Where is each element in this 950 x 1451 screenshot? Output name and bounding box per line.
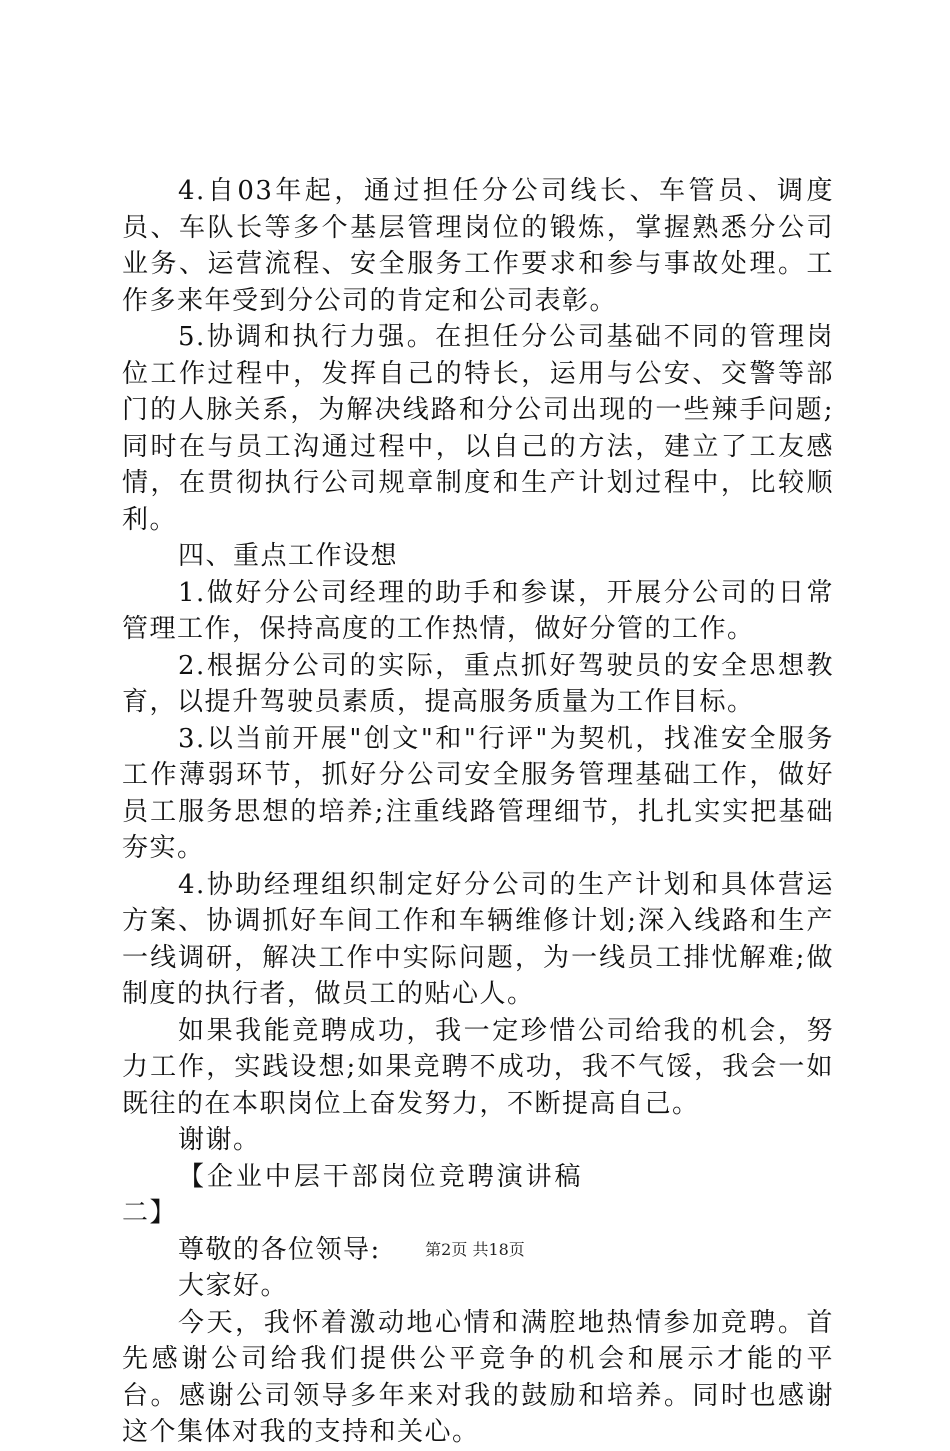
paragraph-opening: 今天，我怀着激动地心情和满腔地热情参加竞聘。首先感谢公司给我们提供公平竞争的机会和展示才能的平台。感谢公司领导多年来对我的鼓励和培养。同时也感谢这个集体对我的支持和关心。 <box>122 1307 834 1447</box>
paragraph-plan-1: 1.做好分公司经理的助手和参谋，开展分公司的日常管理工作，保持高度的工作热情，做好分管的工作。 <box>122 577 834 644</box>
salutation: 尊敬的各位领导: <box>178 1234 381 1265</box>
paragraph-item-5-coordination: 5.协调和执行力强。在担任分公司基础不同的管理岗位工作过程中，发挥自己的特长，运用与公安、交警等部门的人脉关系，为解决线路和分公司出现的一些辣手问题;同时在与员工沟通过程中，以自己的方法，建立了工友感情，在贯彻执行公司规章制度和生产计划过程中，比较顺利。 <box>122 322 834 535</box>
paragraph-plan-3: 3.以当前开展"创文"和"行评"为契机，找准安全服务工作薄弱环节，抓好分公司安全服务管理基础工作，做好员工服务思想的培养;注重线路管理细节，扎扎实实把基础夯实。 <box>122 723 834 863</box>
paragraph-plan-2: 2.根据分公司的实际，重点抓好驾驶员的安全思想教育，以提升驾驶员素质，提高服务质量为工作目标。 <box>122 650 834 717</box>
speech-two-title: 【企业中层干部岗位竞聘演讲稿二】 <box>122 1161 582 1228</box>
paragraph-thanks: 谢谢。 <box>178 1125 261 1155</box>
paragraph-conclusion: 如果我能竞聘成功，我一定珍惜公司给我的机会，努力工作，实践设想;如果竞聘不成功，我不气馁，我会一如既往的在本职岗位上奋发努力，不断提高自己。 <box>122 1015 834 1119</box>
page-footer: 第2页 共18页 <box>425 1240 525 1259</box>
paragraph-plan-4: 4.协助经理组织制定好分公司的生产计划和具体营运方案、协调抓好车间工作和车辆维修计划;深入线路和生产一线调研，解决工作中实际问题，为一线员工排忧解难;做制度的执行者，做员工的贴心人。 <box>122 869 834 1009</box>
section-heading-work-plan: 四、重点工作设想 <box>178 541 399 571</box>
greeting: 大家好。 <box>178 1271 289 1301</box>
paragraph-item-4-experience: 4.自03年起，通过担任分公司线长、车管员、调度员、车队长等多个基层管理岗位的锻炼，掌握熟悉分公司业务、运营流程、安全服务工作要求和参与事故处理。工作多来年受到分公司的肯定和公司表彰。 <box>122 176 834 316</box>
